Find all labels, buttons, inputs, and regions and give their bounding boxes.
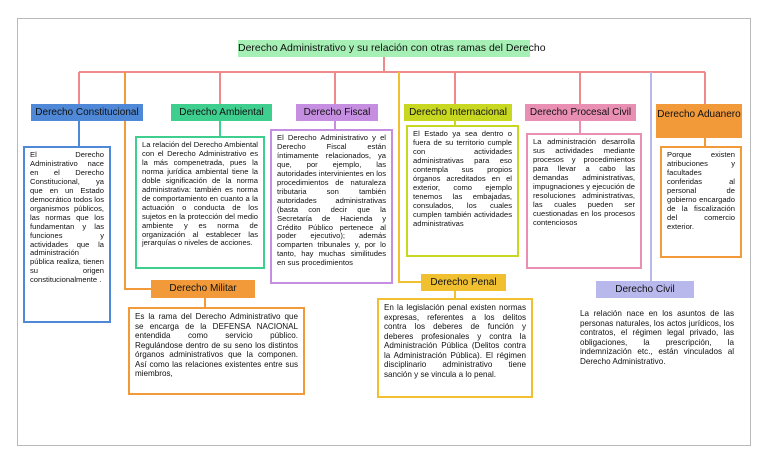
header-derecho-internacional: Derecho Internacional xyxy=(404,104,512,121)
header-derecho-constitucional: Derecho Constitucional xyxy=(31,104,143,121)
box-derecho-internacional: El Estado ya sea dentro o fuera de su territorio cumple con actividades administrativas para eso contempla sus propios órganos acreditados en el exterior, como ejemplo tenemos las embajadas, consulados, los cuales cumplen también actividades administrativas xyxy=(406,125,519,257)
header-derecho-aduanero-label: Derecho Aduanero xyxy=(657,109,741,120)
box-derecho-civil: La relación nace en los asuntos de las personas naturales, los actos jurídicos, los contratos, el régimen legal privado, las obligaciones, la prescripción, la indemnización etc., están vinculados al Derecho Administrativo. xyxy=(573,304,741,384)
header-derecho-fiscal: Derecho Fiscal xyxy=(296,104,378,121)
box-derecho-ambiental: La relación del Derecho Ambiental con el Derecho Administrativo es la más compenetrada, pues la norma jurídica ambiental tiene la doble significación de la norma administrativa: también es norma de comportamiento en cuanto a la actuación o conducta de los sujetos en la protección del medio ambiente y es norma de organización al establecer las jerarquías o niveles de acciones. xyxy=(135,136,265,269)
box-derecho-penal: En la legislación penal existen normas expresas, referentes a los delitos contra los deberes de función y deberes profesionales y contra la Administración Pública (Delitos contra la Administración Pública). El régimen disciplinario administrativo tiene sanción y se vincula a lo penal. xyxy=(377,298,533,398)
box-derecho-fiscal: El Derecho Administrativo y el Derecho Fiscal están íntimamente relacionados, ya que, por ejemplo, las autoridades intervinientes en los procedimientos de naturaleza tributaria son también autoridades administrativas (basta con decir que la Secretaría de Hacienda y Crédito Público pertenece al poder ejecutivo); además comparten tribunales y, por lo tanto, hay muchas similitudes en sus procedimientos xyxy=(270,129,393,284)
box-derecho-constitucional: El Derecho Administrativo nace en el Derecho Constitucional, ya que en un Estado democrático todos los organismos públicos, las normas que los fundamentan y las funciones y actividades que la administración pública realiza, tienen su origen constitucionalmente . xyxy=(23,146,111,323)
header-derecho-militar: Derecho Militar xyxy=(151,280,255,298)
header-derecho-civil: Derecho Civil xyxy=(596,281,694,298)
root-node: Derecho Administrativo y su relación con otras ramas del Derecho xyxy=(238,40,530,57)
box-derecho-aduanero: Porque existen atribuciones y facultades conferidas al personal de gobierno encargado de la fiscalización del comercio exterior. xyxy=(660,146,742,258)
header-derecho-aduanero xyxy=(656,104,742,138)
header-derecho-penal: Derecho Penal xyxy=(421,274,506,291)
header-derecho-procesal-civil: Derecho Procesal Civil xyxy=(525,104,636,121)
header-derecho-ambiental: Derecho Ambiental xyxy=(171,104,272,121)
box-derecho-militar: Es la rama del Derecho Administrativo que se encarga de la DEFENSA NACIONAL entendida como servicio público. Regulándose dentro de su seno los distintos órganos administrativos que la componen. Así como las relaciones existentes entre sus miembros, xyxy=(128,307,305,395)
box-derecho-procesal-civil: La administración desarrolla sus actividades mediante procesos y procedimientos para llevar a cabo las demandas administrativas, impugnaciones y ejecución de resoluciones administrativas, las cuales pueden ser cuestionadas en los procesos contenciosos xyxy=(526,133,642,269)
